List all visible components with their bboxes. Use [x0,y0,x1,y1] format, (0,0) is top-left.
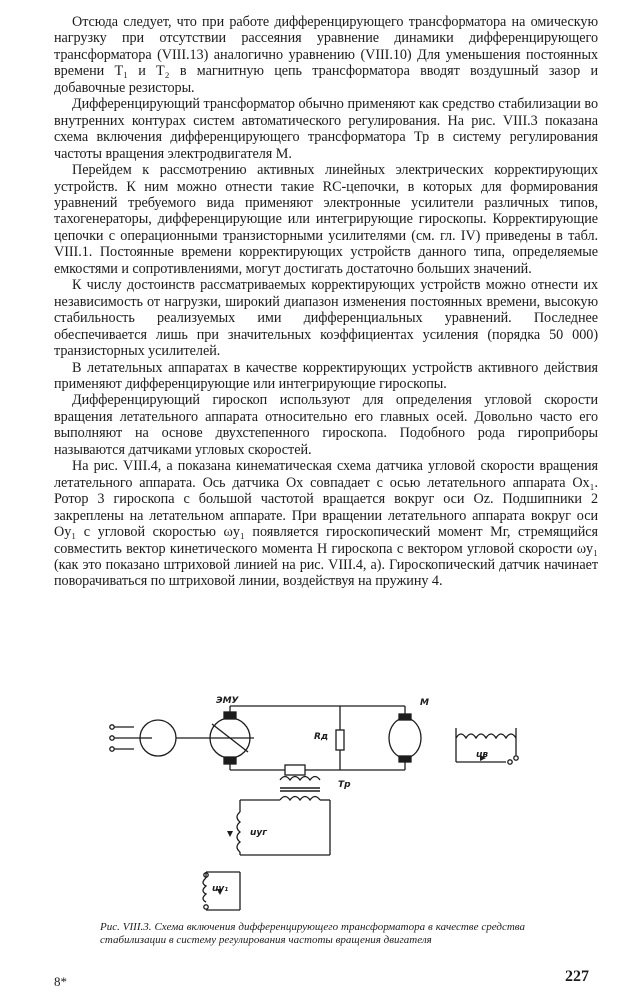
paragraph-3: Перейдем к рассмотрению активных линейных электрических корректирующих устройств. К ним можно отнести такие RC-цепочки, в которых для формирования уравнений требуемого вида применяют электронные усилители различных типов, тахогенераторы, дифференцирующие или интегрирующие гироскопы. Корректирующие цепочки с операционными транзисторными усилителями (см. гл. IV) приведены в табл. VIII.1. Постоянные времени корректирующих устройств данного типа, определяемые емкостями и сопротивлениями, могут достигать достаточно больших значений. [54,162,598,277]
input-terminal-1 [110,725,114,729]
paragraph-5: В летательных аппаратах в качестве корректирующих устройств активного действия применяют дифференцирующие или интегрирующие гироскопы. [54,359,598,392]
paragraph-1: Отсюда следует, что при работе дифференцирующего трансформатора на омическую нагрузку при отсутствии рассеяния уравнение динамики дифференцирующего трансформатора (VIII.13) аналогично уравнению (VIII.10) Для уменьшения постоянных времени T₁ и T₂ в магнитную цепь трансформатора вводят воздушный зазор и добавочные резисторы. [54,14,598,96]
label-transformer: Тр [338,780,351,790]
paragraph-6: Дифференцирующий гироскоп используют для определения угловой скорости вращения летательного аппарата относительно его главных осей. Довольно часто его выполняют на основе двухстепенного гироскопа. Подобного рода гироприборы называются датчиками угловых скоростей. [54,392,598,458]
page-number: 227 [565,968,589,985]
uyg-winding [237,812,240,852]
label-resistor: Rд [314,732,329,742]
uy1-winding [203,878,206,902]
transformer-primary [285,765,305,775]
resistor-rd [336,730,344,750]
paragraph-2: Дифференцирующий трансформатор обычно применяют как средство стабилизации во внутренних контурах систем автоматического регулирования. На рис. VIII.3 показана схема включения дифференцирующего трансформатора Тр в систему регулирования частоты вращения электродвигателя M. [54,96,598,162]
label-ub: uв [476,750,489,760]
input-terminal-2 [110,736,114,740]
transformer-coil-top [280,777,320,781]
transformer-coil-bottom [280,797,320,801]
label-uy1: uу₁ [212,884,229,894]
motor-m [389,718,421,758]
circuit-diagram [100,696,530,915]
paragraph-7: На рис. VIII.4, а показана кинематическая схема датчика угловой скорости вращения летательного аппарата. Ось датчика Ox совпадает с осью летательного аппарата Ox₁. Ротор 3 гироскопа с большой частотой вращается вокруг оси Oz. Подшипники 2 закреплены на летательном аппарате. При вращении летательного аппарата вокруг оси Oy₁ с угловой скоростью ωy₁ появляется гироскопический момент Mг, стремящийся совместить вектор кинетического момента H гироскопа с вектором угловой скорости ωy₁ (как это показано штриховой линией на рис. VIII.4, а). Гироскопический датчик начинает поворачиваться по штриховой линии, воздействуя на пружину 4. [54,458,598,590]
figure-caption: Рис. VIII.3. Схема включения дифференцирующего трансформатора в качестве средства стабилизации в систему регулирования частоты вращения двигателя [100,921,525,946]
field-winding [456,734,516,738]
label-uyg: uуг [250,828,267,838]
label-motor: М [420,698,429,708]
input-terminal-3 [110,747,114,751]
signature-mark: 8* [54,974,67,989]
uyg-arrow [227,831,233,837]
text-body [54,14,598,590]
paragraph-4: К числу достоинств рассматриваемых корректирующих устройств можно отнести их независимость от нагрузки, широкий диапазон изменения постоянных времени, высокую стабильность реализуемых ими дифференциальных уравнений. Последнее обеспечивается лишь при значительных коэффициентах усиления (порядка 50 000) транзисторных усилителей. [54,277,598,360]
label-emu: ЭМУ [216,696,239,706]
